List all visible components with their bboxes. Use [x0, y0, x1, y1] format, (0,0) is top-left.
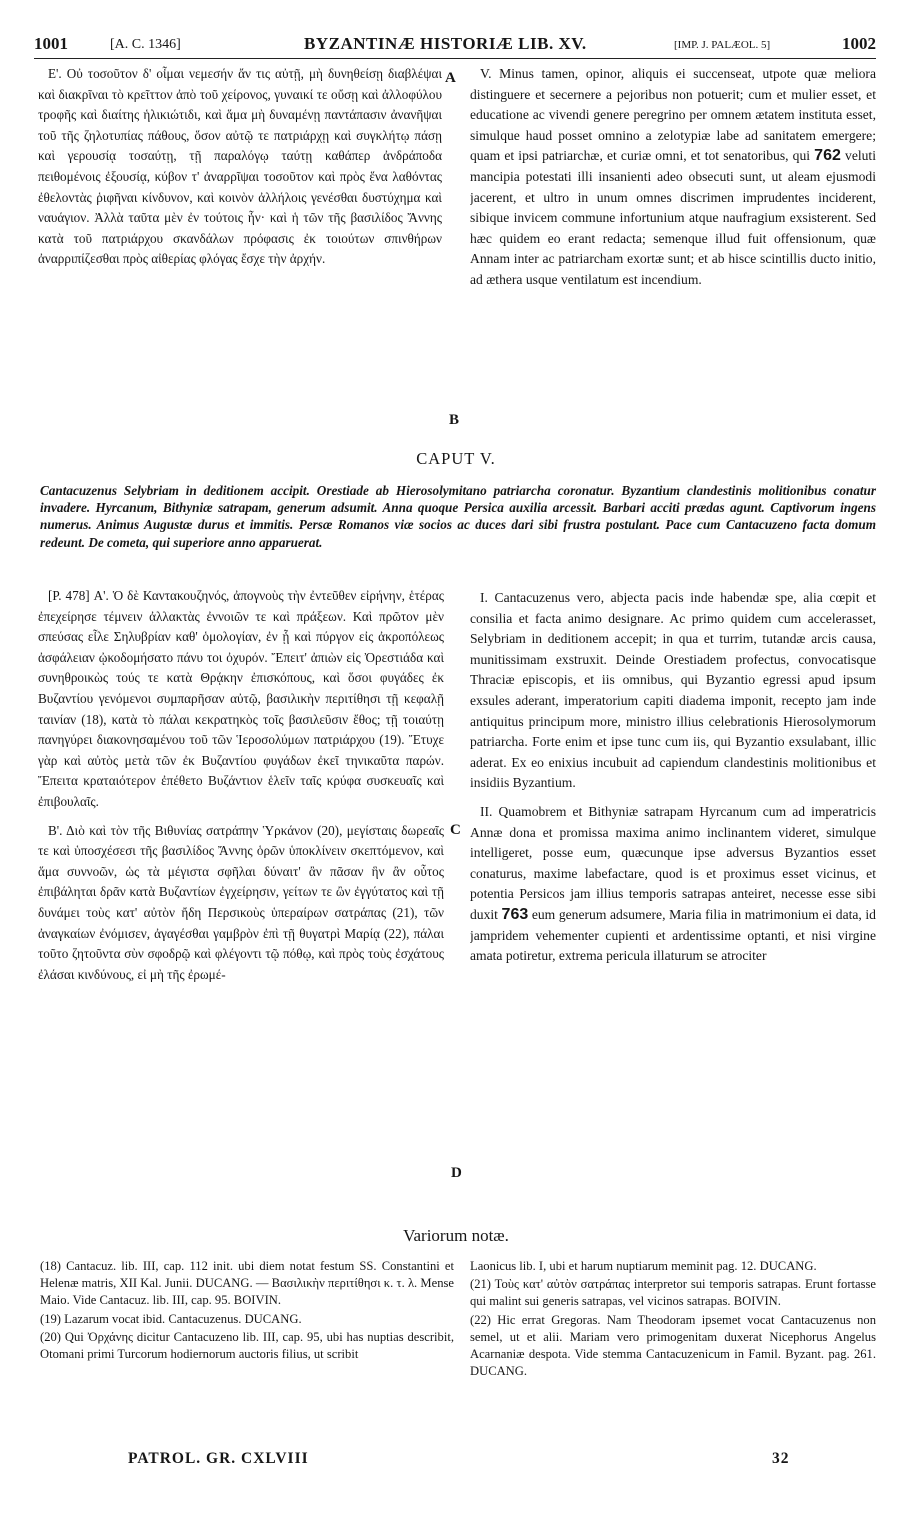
- margin-letter-b: B: [449, 412, 460, 428]
- column-number-763: 763: [501, 905, 529, 923]
- header-date: [A. C. 1346]: [110, 37, 181, 52]
- footer-page-number: 32: [772, 1450, 790, 1467]
- margin-letter-a: A: [445, 70, 456, 86]
- note-18: (18) Cantacuz. lib. III, cap. 112 init. ubi diem notat festum SS. Constantini et Helenæ matris, XII Kal. Junii. DUCANG. — Βασιλικὴν περιτίθησι κ. τ. λ. Mense Maio. Vide Cantacuz. lib. III, cap. 95. BOIVIN.: [40, 1259, 454, 1308]
- note-21: (21) Τοὺς κατ' αὐτὸν σατράπας interpretor sui temporis satrapas. Erunt fortasse qui malint sui generis satrapas, vel vicinos satrapas. BOIVIN.: [470, 1277, 876, 1309]
- header-title: BYZANTINÆ HISTORIÆ LIB. XV.: [304, 34, 587, 53]
- margin-letter-d: D: [451, 1165, 462, 1181]
- note-20-continued: Laonicus lib. I, ubi et harum nuptiarum meminit pag. 12. DUCANG.: [470, 1259, 817, 1273]
- greek-paragraph-1: [P. 478] Α'. Ὁ δὲ Καντακουζηνός, ἀπογνοὺς τὴν ἐντεῦθεν εἰρήνην, ἑτέρας ἐπεχείρησε τέμνειν ἀλλακτὰς ἐννοιῶν τε καὶ πράξεων. Καὶ πρῶτον μὲν σπεύσας εἷλε Σηλυβρίαν καθ' ὁμολογίαν, ἐν ᾗ καὶ πύργον εἰς ἀκροπόλεως ἀσφάλειαν ᾠκοδομήσατο πάνυ τοι ὀχυρόν. Ἔπειτ' ἀπιὼν εἰς Ὀρεστιάδα καὶ συνηθροικὼς τούς τε κατὰ Θρᾴκην ἐπισκόπους, καὶ ὅσοι φυγάδες ἐκ Βυζαντίου γενόμενοι συμπαρῆσαν αὐτῷ, βασιλικὴν περιτίθησι τῇ κεφαλῇ ταινίαν (18), κατὰ τὸ πάλαι κεκρατηκὸς τοῖς βασιλεῦσιν ἔθος; τῇ τοιαύτῃ πανηγύρει διακονησαμένου τοῦ τῶν Ἱεροσολύμων πατριάρχου (19). Ἔτυχε γὰρ καὶ αὐτὸς μετὰ τῶν ἐκ Βυζαντίου φυγάδων ἐκεῖ τηνικαῦτα παρών. Ἔπειτα κραταιότερον ἐπέθετο Βυζάντιον ἑλεῖν ταῖς κρύφα συσκευαῖς καὶ ἐπιβουλαῖς.: [38, 588, 444, 809]
- footer-patrologia: PATROL. GR. CXLVIII: [128, 1450, 309, 1467]
- notes-heading: Variorum notæ.: [403, 1226, 509, 1245]
- note-19: (19) Lazarum vocat ibid. Cantacuzenus. DUCANG.: [40, 1311, 302, 1326]
- latin-text-part-a: V. Minus tamen, opinor, aliquis ei succenseat, utpote quæ meliora distinguere et secernere a pejoribus non potuerit; cum et mulier esset, et educatione ac vivendi genere peregrino per omnem ætatem instituta esset, simulque haud posset omnino a zelotypiæ labe ad sanitatem emergere; quam et ipsi patriarchæ, et curiæ omni, et tot senatoribus, qui: [470, 66, 876, 164]
- running-header: [34, 32, 876, 59]
- chapter-title: CAPUT V.: [416, 449, 496, 468]
- note-20: (20) Qui Ὀρχάνης dicitur Cantacuzeno lib. III, cap. 95, ubi has nuptias describit, Otomani primi Turcorum hodiernorum auctoris filius, ut scribit: [40, 1329, 454, 1362]
- note-22: (22) Hic errat Gregoras. Nam Theodoram ipsemet vocat Cantacuzenus non semel, ut et alii. Mariam vero primogenitam duxerat Nicephorus Angelus Acarnaniæ despota. Vide stemma Cantacuzenicum in Famil. Byzant. pag. 261. DUCANG.: [470, 1312, 876, 1379]
- margin-letter-c: C: [450, 822, 461, 838]
- latin-text-part-b: veluti mancipia potestati illi insanienti adeo obsecuti sunt, ut aleam ejusmodi jacerent, et ultro in unum omnes discrimen imprudentes inciderent, sibique invicem commune infortunium atque naufragium exsisterent. Sed hæc quidem eo erant redacta; semenque illud fuit offensionum, quæ Annam inter ac patriarcham exortæ sunt; et ab hisce scintillis ducto initio, ad æthera usque ventilatum est incendium.: [470, 148, 876, 287]
- latin-paragraph-2: [470, 802, 876, 967]
- notes-right-column: [470, 1258, 876, 1444]
- latin-paragraph: [470, 64, 876, 291]
- greek-column-section-2: [38, 586, 444, 1218]
- greek-column-section-1: [38, 64, 442, 434]
- latin-paragraph-1: I. Cantacuzenus vero, abjecta pacis inde habendæ spe, alia cœpit et consilia et facta animo designare. Ac primo quidem cum accelerasset, Selybriam in deditionem accepit; in qua et turrim, tutandæ arcis causa, munitissimam exstruxit. Deinde Orestiadem profectus, convocatisque Thraciæ episcopis, et iis omnibus, qui Byzantio egressi apud ipsum exsules aderant, imperatorium capiti diadema imponit, recepto jam inde antiquitus principum more, ministro illius celebrationis Hierosolymorum patriarcha. Forte enim et ipse tunc cum iis, qui Byzantio exsulabant, illic aderat. Ex eo enixius incubuit ad capiendum clandestinis molitionibus et insidiis Byzantium.: [470, 590, 876, 791]
- greek-paragraph-2: Β'. Διὸ καὶ τὸν τῆς Βιθυνίας σατράπην Ὑρκάνον (20), μεγίσταις δωρεαῖς τε καὶ ὑποσχέσεσι τῆς βασιλίδος Ἄννης ὁρῶν ὑποκλίνειν σκεπτόμενον, καὶ ἅμα συννοῶν, ὡς τὰ μέγιστα σφῆλαι δύναιτ' ἂν πᾶσαν ἣν ἂν οὗτος ἐπιβάληται δρᾶν κατὰ Βυζαντίων ἐγχείρησιν, γείτων τε ὢν ἐγγύτατος καὶ τῇ δυνάμει τοὺς κατ' αὐτὸν ἤδη Περσικοὺς ὑπεραίρων σατράπας (21), τῶν ἀναγκαίων ἐνόμισεν, ἀγαγέσθαι γαμβρὸν ἐπὶ τῇ θυγατρὶ Μαρίᾳ (22), πάλαι τοῦτο ζητοῦντα σὺν σφοδρῷ καὶ φλέγοντι τῷ πόθῳ, καὶ πρὸς τοὺς ἐσχάτους ἐλάσαι κινδύνους, εἰ μὴ τῆς ἐρωμέ-: [38, 822, 444, 982]
- right-column-number: 1002: [842, 34, 876, 53]
- column-number-762: 762: [814, 147, 841, 165]
- latin-text-part-a: II. Quamobrem et Bithyniæ satrapam Hyrcanum cum ad imperatricis Annæ dona et promissa maxima animo inclinantem videret, simulque intelligeret, posse eum, quæcunque ipse adversus Byzantios esset conaturus, maxime labefactare, quod is et proximus esset vicinus, et potentia Persicos jam illius temporis satrapas anteiret, necesse esse sibi duxit: [470, 803, 876, 922]
- notes-left-column: [40, 1258, 454, 1444]
- header-emperor: [IMP. J. PALÆOL. 5]: [674, 39, 771, 51]
- chapter-summary: Cantacuzenus Selybriam in deditionem accipit. Orestiade ab Hierosolymitano patriarcha coronatur. Byzantium clandestinis molitionibus conatur invadere. Hyrcanum, Bithyniæ satrapam, generum adsumit. Anna quoque Persica auxilia arcessit. Barbari acciti prædas agunt. Captivorum ingens numerus. Animus Augustæ durus et immitis. Persæ Romanos viæ socios ac duces dari sibi frustra postulant. Pace cum Cantacuzeno facta domum redeunt. De cometa, qui superiore anno apparuerat.: [40, 483, 876, 550]
- greek-paragraph: Ε'. Οὐ τοσοῦτον δ' οἶμαι νεμεσήν ἄν τις αὐτῇ, μὴ δυνηθείσῃ διαβλέψαι καὶ διακρῖναι τὸ κρεῖττον ἀπὸ τοῦ χείρονος, γυναικί τε οὔσῃ καὶ ἀλλοφύλου τροφῆς καὶ διαίτης ἡλικιώτιδι, καὶ ἅμα μὴ δυναμένῃ παντάπασιν ἀνανῆψαι τοῦ τῆς ζηλοτυπίας πάθους, ὅσον αὐτῷ τε πατριάρχῃ καὶ συγκλήτῳ πάσῃ καὶ γερουσίᾳ τοσαύτῃ, τῇ παραλόγῳ ταύτῃ καθάπερ ἀνδράποδα πειθομένοις ἐξουσίᾳ, κύβον τ' ἀναρρῖψαι τοσοῦτον καὶ πρὸς ἕνα λαθόντας ἐθελοντὰς ῥιφῆναι κίνδυνον, καὶ κοινὸν ἀλλήλοις γενέσθαι δυστύχημα καὶ ναυάγιον. Ἀλλὰ ταῦτα μὲν ἐν τούτοις ἦν· καὶ ἡ τῶν τῆς βασιλίδος Ἄννης κατὰ τοῦ πατριάρχου σκανδάλων πρόφασις ἐκ τοιούτων σπινθήρων ἀναρριπίζεσθαι πρὸς αἰθερίας φλόγας ἔσχε τὴν ἀρχήν.: [38, 66, 442, 267]
- left-column-number: 1001: [34, 34, 68, 53]
- latin-column-section-2: [470, 588, 876, 1218]
- latin-column-section-1: [470, 64, 876, 442]
- latin-text-part-b: eum generum adsumere, Maria filia in matrimonium ei data, id jampridem vehementer cupienti et ardentissime optanti, et nisi virgine amata potiretur, extrema pericula illaturum se atrociter: [470, 906, 876, 964]
